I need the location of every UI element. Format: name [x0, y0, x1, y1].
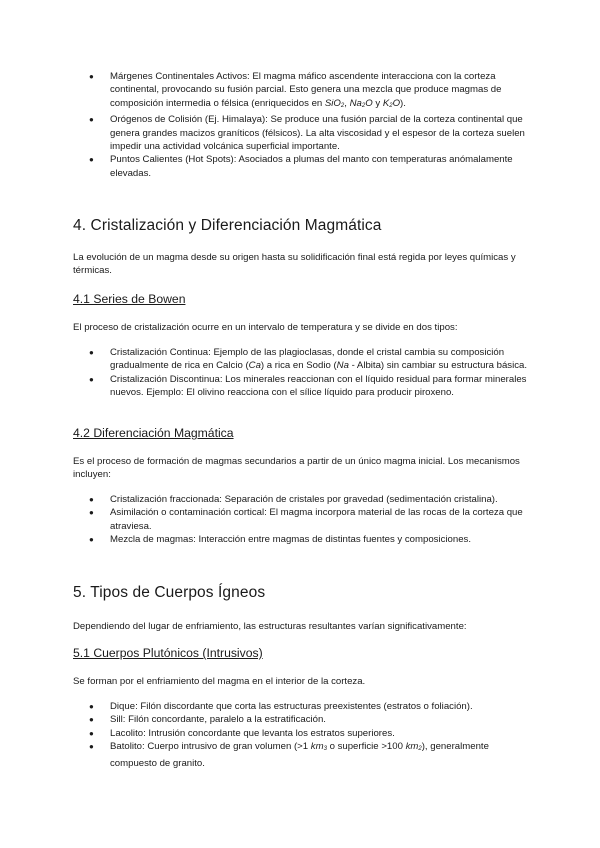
list-item: ● Cristalización Discontinua: Los minerales reaccionan con el líquido residual para formar minerales nuevos. Ejemplo: El olivino reacciona con el sílice líquido para producir piroxeno.: [89, 373, 527, 399]
subsection-4-1-intro: El proceso de cristalización ocurre en un intervalo de temperatura y se divide en dos tipos:: [73, 322, 458, 333]
bullet-icon: ●: [89, 115, 94, 125]
subsection-4-1-list-block: [73, 346, 533, 400]
subsection-4-2-heading: 4.2 Diferenciación Magmática: [73, 426, 234, 440]
list-item: ● Batolito: Cuerpo intrusivo de gran volumen (>1 $km_3$ o superficie >100 $km_2$), generalmente compuesto de granito.: [89, 741, 489, 769]
section-5-intro: Dependiendo del lugar de enfriamiento, las estructuras resultantes varían significativamente:: [73, 621, 467, 632]
bullet-icon: ●: [89, 374, 94, 384]
subsection-4-1-heading: 4.1 Series de Bowen: [73, 292, 186, 306]
bullet-icon: ●: [89, 715, 94, 725]
differentiation-list: [73, 493, 533, 547]
section-4-intro: La evolución de un magma desde su origen hasta su solidificación final está regida por leyes químicas y térmicas.: [73, 252, 516, 277]
bullet-icon: ●: [89, 495, 94, 504]
bullet-icon: ●: [89, 702, 94, 711]
subsection-5-1-list-block: [73, 700, 533, 770]
section-5-heading: 5. Tipos de Cuerpos Ígneos: [73, 584, 266, 601]
list-item: ● Asimilación o contaminación cortical: El magma incorpora material de las rocas de la corteza que atraviesa.: [89, 507, 523, 532]
section-4-heading: 4. Cristalización y Diferenciación Magmática: [73, 217, 382, 234]
bullet-icon: ●: [89, 155, 94, 165]
bowen-list: [73, 346, 533, 400]
list-item: ● Márgenes Continentales Activos: El magma máfico ascendente interacciona con la corteza continental, provocando su fusión parcial. Esto genera una mezcla que produce magmas de composición intermedia o félsica (enriquecidos en SiO$_2$, $Na_2O$ y $K_2O$).: [89, 71, 502, 109]
list-item: ● Orógenos de Colisión (Ej. Himalaya): Se produce una fusión parcial de la corteza continental que genera grandes macizos graníticos (félsicos). La alta viscosidad y el espesor de la corteza suelen impedir una actividad volcánica superficial importante.: [89, 114, 525, 153]
subsection-5-1-heading: 5.1 Cuerpos Plutónicos (Intrusivos): [73, 646, 263, 660]
subsection-5-1-intro: Se forman por el enfriamiento del magma en el interior de la corteza.: [73, 676, 366, 687]
list-item: ● Sill: Filón concordante, paralelo a la estratificación.: [89, 714, 326, 726]
bullet-icon: ●: [89, 348, 94, 357]
bullet-icon: ●: [89, 508, 94, 518]
bullet-icon: ●: [89, 535, 94, 545]
bullet-icon: ●: [89, 728, 94, 738]
subsection-4-2-intro: Es el proceso de formación de magmas secundarios a partir de un único magma inicial. Los mecanismos incluyen:: [73, 456, 520, 481]
subsection-4-2-list-block: [73, 493, 533, 547]
list-item: ● Mezcla de magmas: Interacción entre magmas de distintas fuentes y composiciones.: [89, 534, 472, 546]
list-item: ● Lacolito: Intrusión concordante que levanta los estratos superiores.: [89, 727, 395, 739]
list-item: ● Puntos Calientes (Hot Spots): Asociados a plumas del manto con temperaturas anómalamente elevadas.: [89, 154, 513, 179]
intro-list-block: [73, 70, 533, 180]
intro-list: [73, 70, 533, 180]
bullet-icon: ●: [89, 72, 94, 81]
list-item: ● Cristalización fraccionada: Separación de cristales por gravedad (sedimentación cristalina).: [89, 494, 498, 505]
list-item: ● Cristalización Continua: Ejemplo de las plagioclasas, donde el cristal cambia su composición gradualmente de rica en Calcio (Ca) a rica en Sodio (Na - Albita) sin cambiar su estructura básica.: [89, 347, 528, 372]
bullet-icon: ●: [89, 742, 94, 752]
plutonic-list: [73, 700, 533, 770]
list-item: ● Dique: Filón discordante que corta las estructuras preexistentes (estratos o foliación).: [89, 701, 473, 712]
